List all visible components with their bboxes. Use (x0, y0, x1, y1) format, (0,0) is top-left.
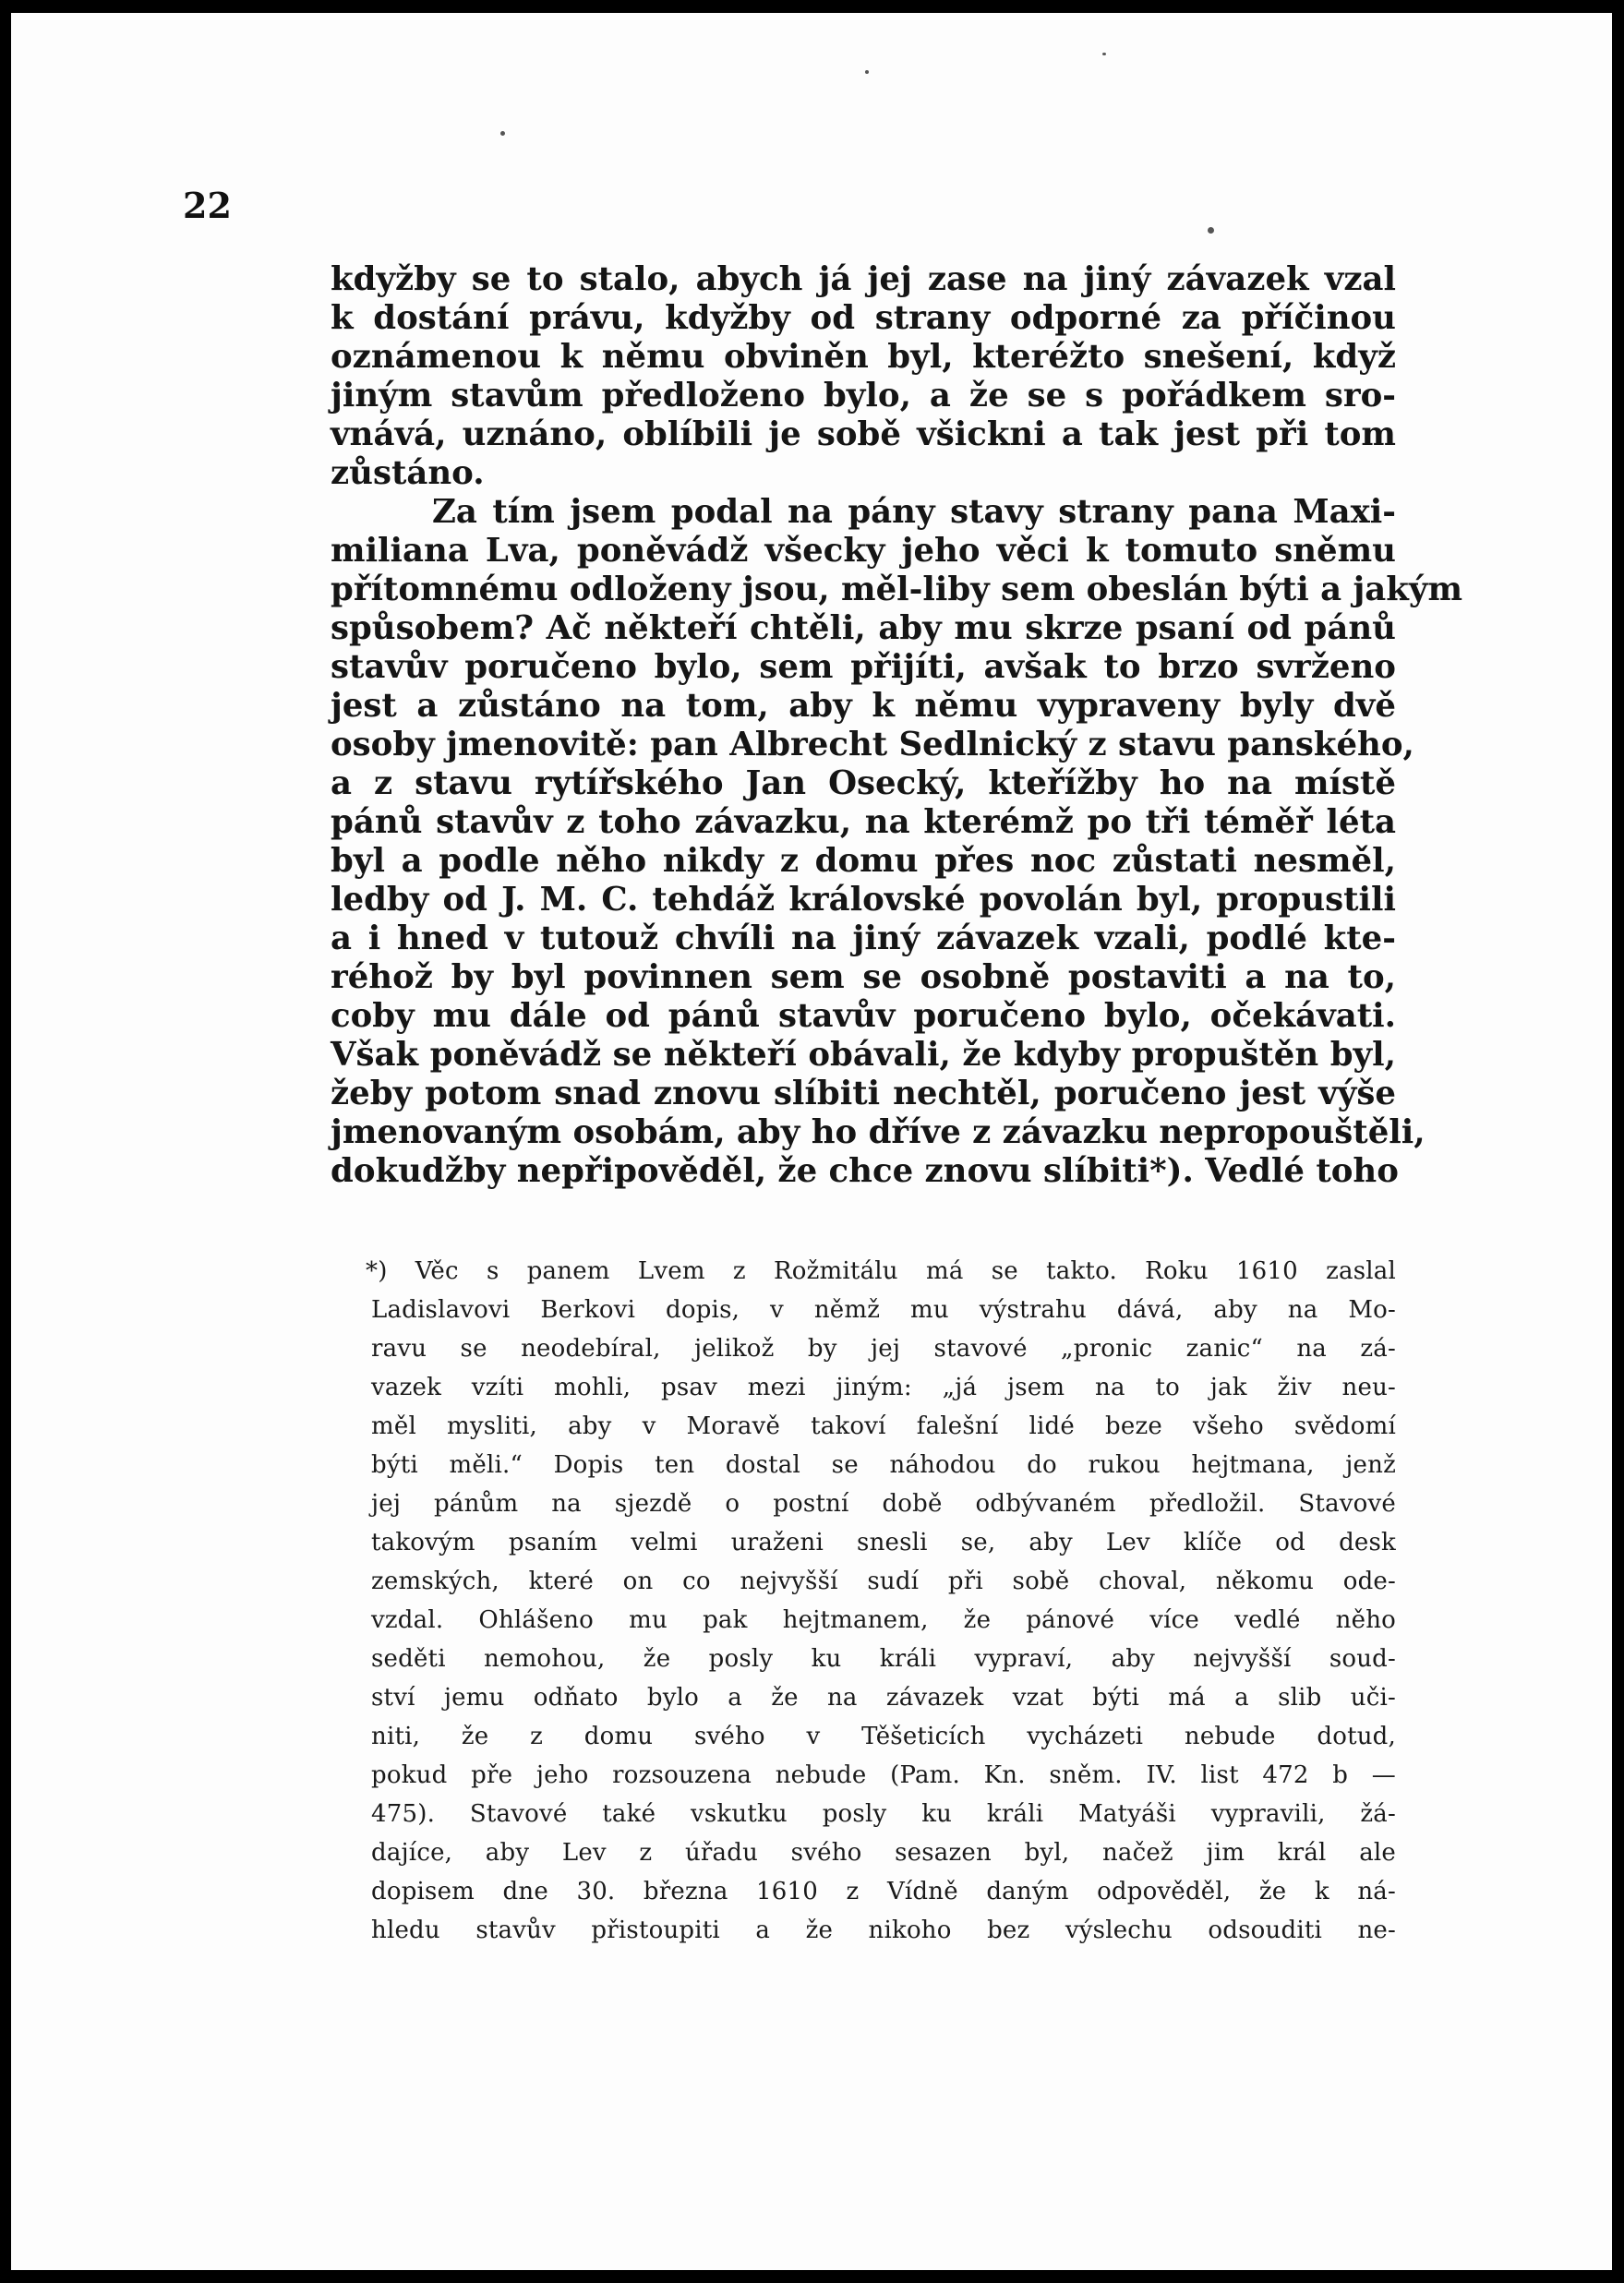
ink-speck (1102, 53, 1106, 55)
footnote-line: ství jemu odňato bylo a že na závazek vzat býti má a slib uči- (371, 1684, 1396, 1712)
footnote-line: zemských, které on co nejvyšší sudí při sobě choval, někomu ode- (371, 1568, 1396, 1595)
text-line: kdyžby se to stalo, abych já jej zase na jiný závazek vzal (331, 260, 1396, 298)
text-line: a i hned v tutouž chvíli na jiný závazek vzali, podlé kte- (331, 919, 1396, 957)
body-text (331, 260, 1463, 1191)
footnote-line: měl mysliti, aby v Moravě takoví falešní lidé beze všeho svědomí (371, 1412, 1396, 1440)
text-line: Za tím jsem podal na pány stavy strany pana Maxi- (432, 493, 1396, 531)
footnote-line: ravu se neodebíral, jelikož by jej stavové „pronic zanic“ na zá- (371, 1335, 1396, 1363)
scanned-page (11, 13, 1612, 2270)
text-line: réhož by byl povinnen sem se osobně postaviti a na to, (331, 958, 1396, 996)
text-line: jest a zůstáno na tom, aby k němu vypraveny byly dvě (331, 687, 1396, 725)
ink-speck (865, 70, 869, 74)
text-line: vnává, uznáno, oblíbili je sobě všickni a tak jest při tom (331, 415, 1396, 453)
text-line: osoby jmenovitě: pan Albrecht Sedlnický z stavu panského, (331, 726, 1414, 763)
text-line: zůstáno. (331, 454, 485, 492)
footnote-line: vzdal. Ohlášeno mu pak hejtmanem, že pánové více vedlé něho (371, 1606, 1396, 1634)
footnote-line: hledu stavův přistoupiti a že nikoho bez výslechu odsouditi ne- (371, 1917, 1396, 1944)
text-line: jmenovaným osobám, aby ho dříve z závazku nepropouštěli, (331, 1113, 1426, 1151)
text-line: žeby potom snad znovu slíbiti nechtěl, poručeno jest výše (331, 1075, 1396, 1112)
page-number: 22 (183, 185, 232, 226)
footnote-line: takovým psaním velmi uraženi snesli se, aby Lev klíče od desk (371, 1529, 1396, 1556)
text-line: oznámenou k němu obviněn byl, kteréžto snešení, když (331, 338, 1396, 376)
text-line: jiným stavům předloženo bylo, a že se s pořádkem sro- (331, 377, 1396, 415)
footnote-line: dopisem dne 30. března 1610 z Vídně daným odpověděl, že k ná- (371, 1878, 1396, 1905)
text-line: dokudžby nepřipověděl, že chce znovu slíbiti*). Vedlé toho (331, 1152, 1399, 1190)
text-line: k dostání právu, kdyžby od strany odporné za příčinou (331, 299, 1396, 337)
footnote-line: 475). Stavové také vskutku posly ku králi Matyáši vypravili, žá- (371, 1800, 1396, 1828)
text-line: ledby od J. M. C. tehdáž královské povolán byl, propustili (331, 881, 1396, 919)
text-line: spůsobem? Ač někteří chtěli, aby mu skrze psaní od pánů (331, 609, 1396, 647)
text-line: Však poněvádž se někteří obávali, že kdyby propuštěn byl, (331, 1036, 1396, 1074)
footnote-line: býti měli.“ Dopis ten dostal se náhodou do rukou hejtmana, jenž (371, 1451, 1396, 1479)
text-line: pánů stavův z toho závazku, na kterémž po tři téměř léta (331, 803, 1396, 841)
footnote (366, 1252, 1396, 1950)
footnote-line: seděti nemohou, že posly ku králi vypraví, aby nejvyšší soud- (371, 1645, 1396, 1673)
footnote-line: vazek vzíti mohli, psav mezi jiným: „já jsem na to jak živ neu- (371, 1374, 1396, 1401)
text-line: coby mu dále od pánů stavův poručeno bylo, očekávati. (331, 997, 1396, 1035)
text-line: a z stavu rytířského Jan Osecký, kteřížby ho na místě (331, 764, 1396, 802)
footnote-line: niti, že z domu svého v Těšeticích vycházeti nebude dotud, (371, 1723, 1396, 1750)
footnote-line: dajíce, aby Lev z úřadu svého sesazen byl, načež jim král ale (371, 1839, 1396, 1867)
footnote-line: jej pánům na sjezdě o postní době odbývaném předložil. Stavové (371, 1490, 1396, 1518)
footnote-line: *) Věc s panem Lvem z Rožmitálu má se takto. Roku 1610 zaslal (366, 1257, 1396, 1285)
text-line: byl a podle něho nikdy z domu přes noc zůstati nesměl, (331, 842, 1396, 880)
footnote-line: Ladislavovi Berkovi dopis, v němž mu výstrahu dává, aby na Mo- (371, 1296, 1396, 1324)
ink-speck (500, 131, 505, 136)
text-line: přítomnému odloženy jsou, měl-liby sem obeslán býti a jakým (331, 571, 1463, 608)
footnote-line: pokud pře jeho rozsouzena nebude (Pam. Kn. sněm. IV. list 472 b — (371, 1761, 1396, 1789)
text-line: stavův poručeno bylo, sem přijíti, avšak to brzo svrženo (331, 648, 1396, 686)
text-line: miliana Lva, poněvádž všecky jeho věci k tomuto sněmu (331, 532, 1396, 570)
ink-speck (1208, 227, 1214, 234)
